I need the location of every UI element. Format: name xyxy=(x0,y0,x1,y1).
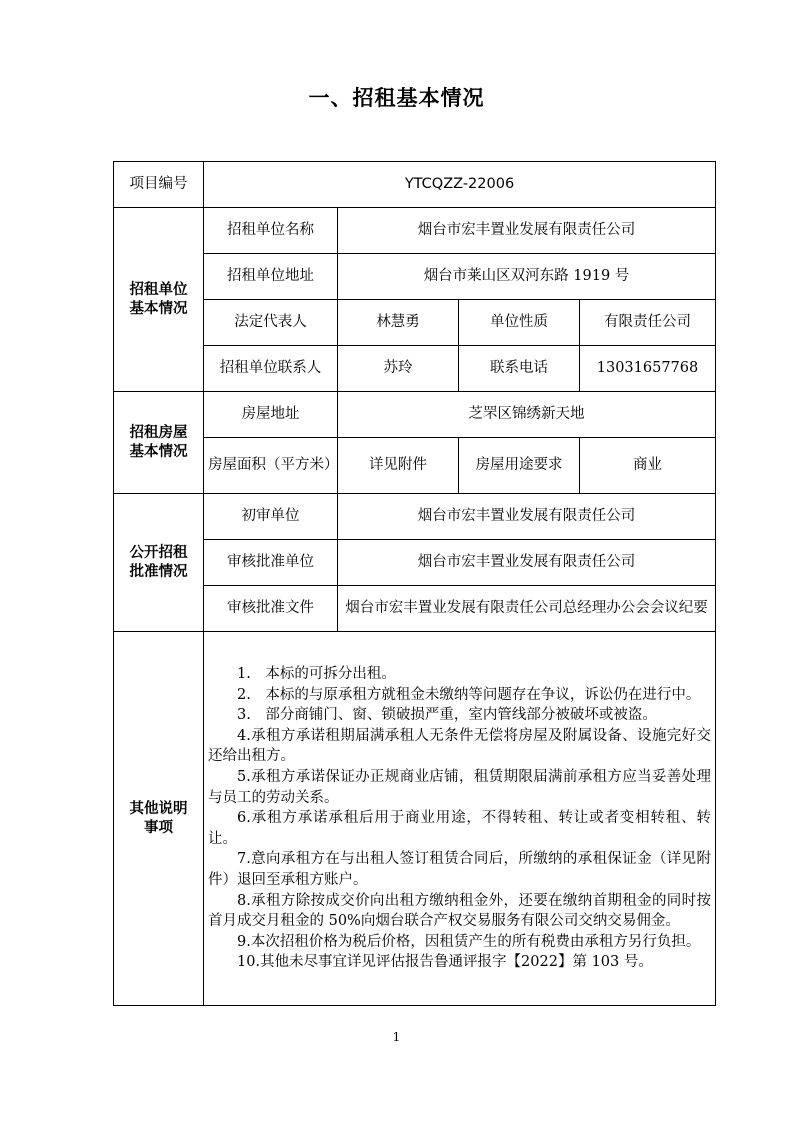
note-item: 8.承租方除按成交价向出租方缴纳租金外，还要在缴纳首期租金的同时按首月成交月租金的 50%向烟台联合产权交易服务有限公司交纳交易佣金。 xyxy=(208,892,711,930)
house-use-label: 房屋用途要求 xyxy=(459,438,580,494)
approve-unit-label: 审核批准单位 xyxy=(204,540,338,586)
rental-info-table xyxy=(113,161,716,1006)
house-use-value: 商业 xyxy=(580,438,716,494)
unit-address-value: 烟台市莱山区双河东路 1919 号 xyxy=(338,254,716,300)
house-address-label: 房屋地址 xyxy=(204,392,338,438)
approve-doc-label: 审核批准文件 xyxy=(204,586,338,632)
page-number: 1 xyxy=(392,1030,401,1044)
phone-value: 13031657768 xyxy=(580,346,716,392)
unit-address-label: 招租单位地址 xyxy=(204,254,338,300)
row-legal-rep xyxy=(114,300,716,346)
project-code-label: 项目编号 xyxy=(114,162,204,208)
section-approval-label: 公开招租 批准情况 xyxy=(129,544,188,580)
row-initial-review xyxy=(114,494,716,540)
row-approve-unit xyxy=(114,540,716,586)
contact-label: 招租单位联系人 xyxy=(204,346,338,392)
initial-review-label: 初审单位 xyxy=(204,494,338,540)
row-house-address xyxy=(114,392,716,438)
note-item: 1. 本标的可拆分出租。 xyxy=(237,666,396,683)
legal-rep-label: 法定代表人 xyxy=(204,300,338,346)
note-item: 5.承租方承诺保证办正规商业店铺，租赁期限届满前承租方应当妥善处理与员工的劳动关系。 xyxy=(208,769,711,806)
note-item: 7.意向承租方在与出租人签订租赁合同后，所缴纳的承租保证金（详见附件）退回至承租方账户。 xyxy=(208,851,711,888)
section-unit-basic-label: 招租单位 基本情况 xyxy=(129,281,188,317)
unit-name-label: 招租单位名称 xyxy=(204,208,338,254)
unit-name-value: 烟台市宏丰置业发展有限责任公司 xyxy=(338,208,716,254)
row-project-code xyxy=(114,162,716,208)
row-unit-name xyxy=(114,208,716,254)
approve-unit-value: 烟台市宏丰置业发展有限责任公司 xyxy=(338,540,716,586)
contact-value: 苏玲 xyxy=(338,346,459,392)
note-item: 10.其他未尽事宜详见评估报告鲁通评报字【2022】第 103 号。 xyxy=(237,954,653,971)
section-other xyxy=(114,632,204,1006)
unit-nature-label: 单位性质 xyxy=(459,300,580,346)
row-contact xyxy=(114,346,716,392)
page-title: 一、招租基本情况 xyxy=(308,86,485,110)
section-house-basic-label: 招租房屋 基本情况 xyxy=(129,424,188,460)
house-address-value: 芝罘区锦绣新天地 xyxy=(338,392,716,438)
note-item: 2. 本标的与原承租方就租金未缴纳等问题存在争议，诉讼仍在进行中。 xyxy=(237,686,701,703)
approve-doc-value: 烟台市宏丰置业发展有限责任公司总经理办公会会议纪要 xyxy=(338,586,716,632)
other-notes-cell xyxy=(204,632,716,1006)
initial-review-value: 烟台市宏丰置业发展有限责任公司 xyxy=(338,494,716,540)
row-approve-doc xyxy=(114,586,716,632)
phone-label: 联系电话 xyxy=(459,346,580,392)
section-other-label: 其他说明 事项 xyxy=(129,800,188,836)
section-house-basic xyxy=(114,392,204,494)
house-area-label: 房屋面积（平方米） xyxy=(204,438,338,494)
note-item: 9.本次招租价格为税后价格，因租赁产生的所有税费由承租方另行负担。 xyxy=(237,933,701,950)
note-item: 6.承租方承诺承租后用于商业用途，不得转租、转让或者变相转租、转让。 xyxy=(208,810,711,847)
project-code-value: YTCQZZ-22006 xyxy=(204,162,716,208)
legal-rep-value: 林慧勇 xyxy=(338,300,459,346)
note-item: 3. 部分商铺门、窗、锁破损严重，室内管线部分被破坏或被盗。 xyxy=(237,707,657,724)
row-house-area xyxy=(114,438,716,494)
house-area-value: 详见附件 xyxy=(338,438,459,494)
note-item: 4.承租方承诺租期届满承租人无条件无偿将房屋及附属设备、设施完好交还给出租方。 xyxy=(208,727,711,765)
row-unit-address xyxy=(114,254,716,300)
section-approval xyxy=(114,494,204,632)
unit-nature-value: 有限责任公司 xyxy=(580,300,716,346)
section-unit-basic xyxy=(114,208,204,392)
row-other-notes xyxy=(114,632,716,1006)
